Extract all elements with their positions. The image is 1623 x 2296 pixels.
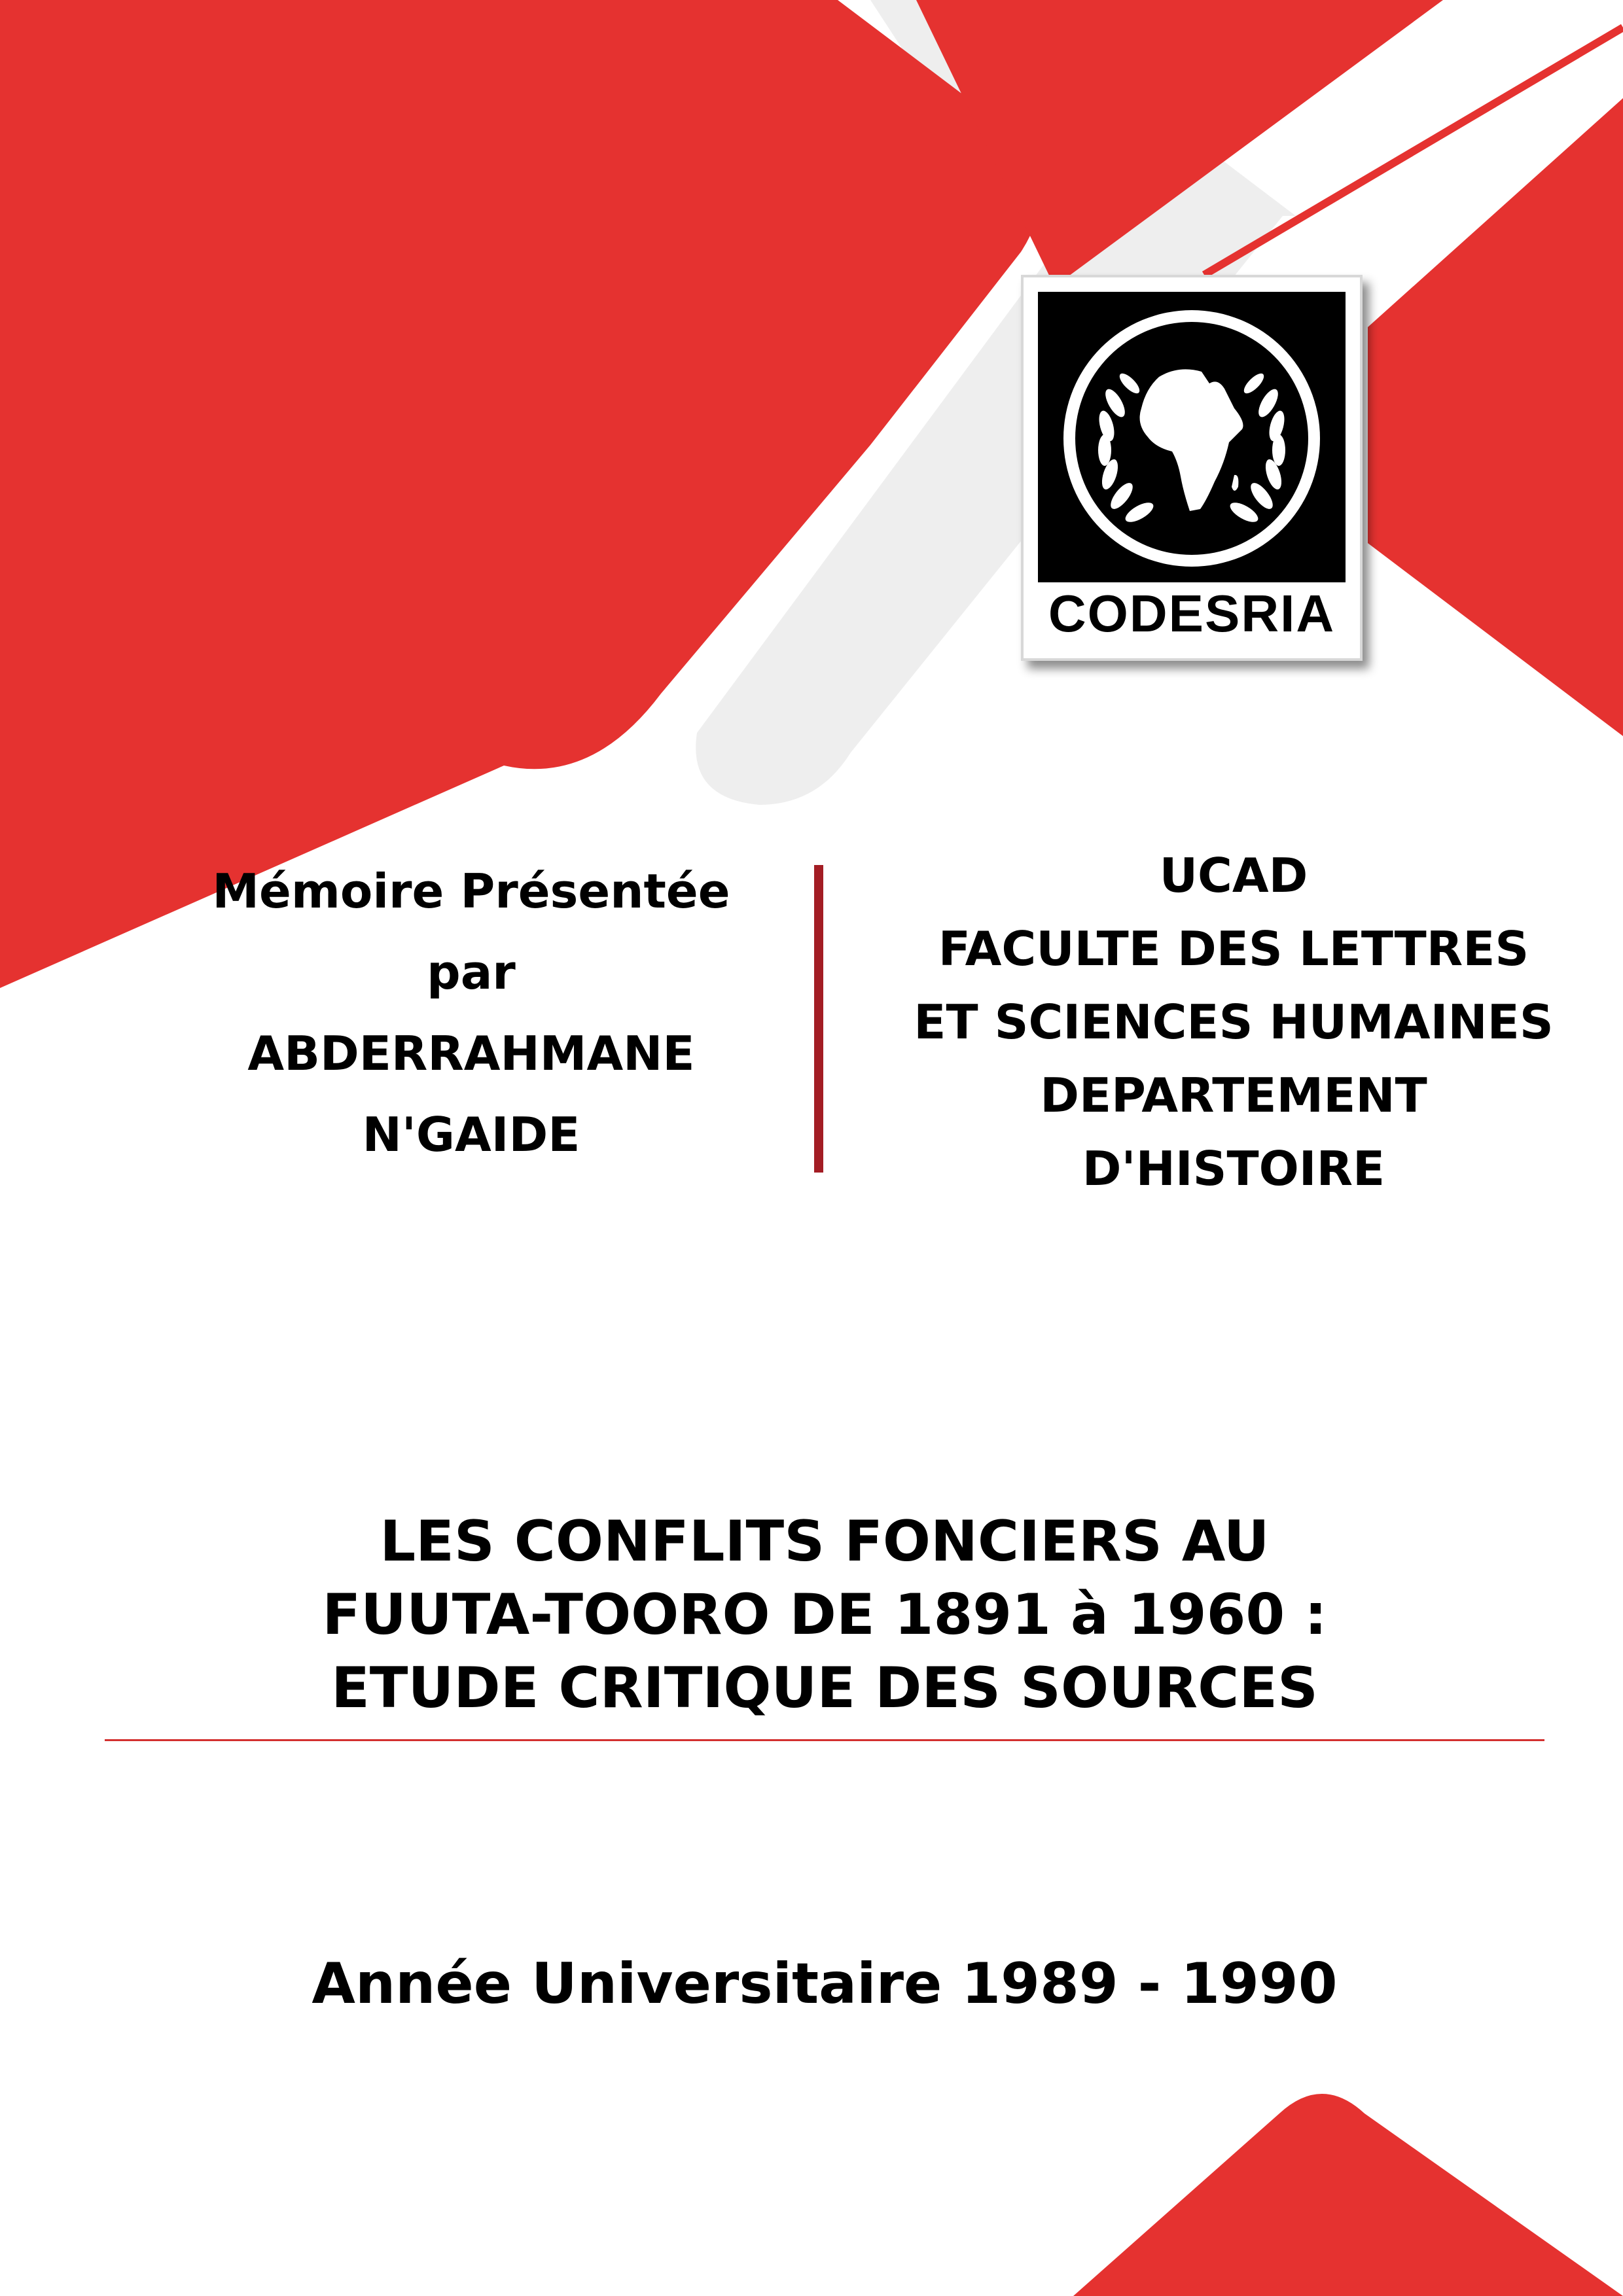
title-underline (105, 1739, 1544, 1741)
institution-line-2: FACULTE DES LETTRES (938, 921, 1529, 976)
vertical-divider (814, 865, 823, 1173)
codesria-logo (1021, 275, 1363, 661)
presenter-name-line-1: ABDERRAHMANE (247, 1026, 695, 1081)
institution-line-5: D'HISTOIRE (1082, 1141, 1385, 1196)
logo-black-panel (1038, 292, 1346, 582)
red-triangle-right (1368, 98, 1623, 736)
title-line-1: LES CONFLITS FONCIERS AU (380, 1509, 1270, 1574)
presenter-line-1: Mémoire Présentée (212, 864, 730, 919)
document-title (105, 1505, 1544, 1725)
logo-text: CODESRIA (1048, 584, 1336, 643)
institution-line-1: UCAD (1159, 848, 1308, 903)
presenter-block (111, 851, 831, 1175)
title-line-3: ETUDE CRITIQUE DES SOURCES (331, 1655, 1318, 1721)
institution-line-4: DEPARTEMENT (1040, 1068, 1427, 1123)
title-line-2: FUUTA-TOORO DE 1891 à 1960 : (322, 1582, 1327, 1648)
red-triangle-bottom-right (1073, 2094, 1623, 2296)
presenter-name-line-2: N'GAIDE (362, 1107, 580, 1162)
academic-year: Année Universitaire 1989 - 1990 (312, 1951, 1338, 2017)
africa-map-laurel-wreath-icon (1038, 292, 1346, 582)
presenter-line-2: par (427, 945, 516, 1000)
institution-block (844, 839, 1623, 1205)
institution-line-3: ET SCIENCES HUMAINES (914, 995, 1554, 1050)
